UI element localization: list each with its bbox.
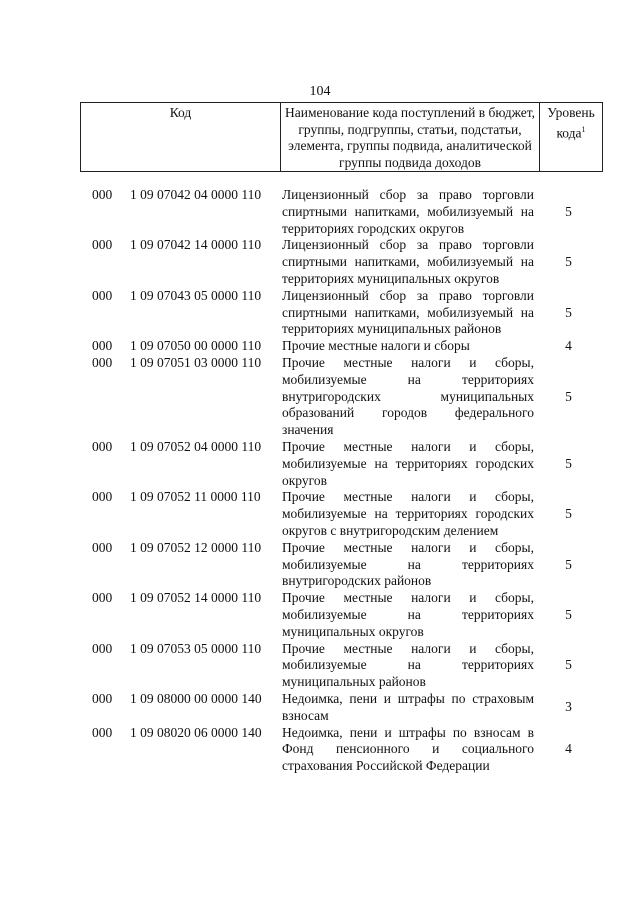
row-name: Недоимка, пени и штрафы по страховым взносам bbox=[282, 690, 534, 723]
row-admin-code: 000 bbox=[92, 590, 113, 606]
row-admin-code: 000 bbox=[92, 338, 113, 354]
row-level: 4 bbox=[565, 338, 572, 354]
table-row bbox=[80, 691, 603, 725]
header-name: Наименование кода поступлений в бюджет, группы, подгруппы, статьи, подстатьи, элемента, группы подвида, аналитической группы подвида доходов bbox=[281, 103, 540, 172]
row-code: 1 09 08020 06 0000 140 bbox=[130, 724, 262, 740]
table-row bbox=[80, 187, 603, 237]
table-row bbox=[80, 489, 603, 539]
row-level: 5 bbox=[565, 556, 572, 572]
page-number: 104 bbox=[309, 84, 331, 99]
row-name: Прочие местные налоги и сборы, мобилизуемые на территориях муниципальных округов bbox=[282, 590, 534, 639]
table-row bbox=[80, 641, 603, 691]
row-admin-code: 000 bbox=[92, 237, 113, 253]
header-code: Код bbox=[81, 103, 281, 172]
row-code: 1 09 07052 12 0000 110 bbox=[130, 539, 262, 555]
row-name: Прочие местные налоги и сборы, мобилизуемые на территориях внутригородских районов bbox=[282, 539, 534, 589]
table-row bbox=[80, 237, 603, 287]
row-admin-code: 000 bbox=[92, 187, 113, 202]
row-level: 5 bbox=[565, 606, 572, 622]
row-admin-code: 000 bbox=[92, 438, 113, 454]
table-row bbox=[80, 725, 603, 775]
row-admin-code: 000 bbox=[92, 640, 113, 656]
row-admin-code: 000 bbox=[92, 354, 113, 370]
row-admin-code: 000 bbox=[92, 690, 113, 706]
table-row bbox=[80, 355, 603, 439]
row-code: 1 09 07052 11 0000 110 bbox=[130, 489, 261, 505]
row-code: 1 09 07050 00 0000 110 bbox=[130, 338, 262, 354]
row-name: Лицензионный сбор за право торговли спиртными напитками, мобилизуемый на территориях муниципальных округов bbox=[282, 237, 534, 286]
row-name: Прочие местные налоги и сборы, мобилизуемые на территориях городских округов bbox=[282, 438, 534, 488]
row-level: 5 bbox=[565, 657, 572, 673]
row-code: 1 09 07042 04 0000 110 bbox=[130, 187, 262, 202]
row-admin-code: 000 bbox=[92, 287, 113, 303]
row-code: 1 09 07051 03 0000 110 bbox=[130, 354, 262, 370]
row-level: 3 bbox=[565, 699, 572, 715]
row-level: 5 bbox=[565, 304, 572, 320]
row-name: Недоимка, пени и штрафы по взносам в Фонд пенсионного и социального страхования Российской Федерации bbox=[282, 724, 534, 774]
row-code: 1 09 08000 00 0000 140 bbox=[130, 690, 262, 706]
row-code: 1 09 07052 14 0000 110 bbox=[130, 590, 262, 606]
row-name: Лицензионный сбор за право торговли спиртными напитками, мобилизуемый на территориях муниципальных районов bbox=[282, 287, 534, 337]
header-level-footnote: 1 bbox=[581, 124, 586, 134]
table-row bbox=[80, 288, 603, 338]
table-row bbox=[80, 540, 603, 590]
header-level-label: Уровень кода bbox=[547, 105, 595, 140]
row-name: Прочие местные налоги и сборы, мобилизуемые на территориях муниципальных районов bbox=[282, 640, 534, 690]
row-name: Прочие местные налоги и сборы, мобилизуемые на территориях городских округов с внутригородским делением bbox=[282, 489, 534, 538]
table-header bbox=[80, 102, 603, 172]
table-row bbox=[80, 439, 603, 489]
row-code: 1 09 07042 14 0000 110 bbox=[130, 237, 262, 253]
row-code: 1 09 07052 04 0000 110 bbox=[130, 438, 262, 454]
row-level: 5 bbox=[565, 254, 572, 270]
table-row bbox=[80, 338, 603, 355]
table-body bbox=[80, 187, 603, 775]
row-name: Прочие местные налоги и сборы bbox=[282, 338, 470, 354]
row-level: 5 bbox=[565, 388, 572, 404]
header-level bbox=[540, 103, 603, 172]
row-admin-code: 000 bbox=[92, 724, 113, 740]
row-code: 1 09 07043 05 0000 110 bbox=[130, 287, 262, 303]
row-level: 4 bbox=[565, 741, 572, 757]
row-name: Прочие местные налоги и сборы, мобилизуемые на территориях внутригородских муниципальных образований городов федерального значения bbox=[282, 354, 534, 438]
row-level: 5 bbox=[565, 455, 572, 471]
row-code: 1 09 07053 05 0000 110 bbox=[130, 640, 262, 656]
row-admin-code: 000 bbox=[92, 489, 113, 505]
table-row bbox=[80, 590, 603, 640]
row-admin-code: 000 bbox=[92, 539, 113, 555]
row-name: Лицензионный сбор за право торговли спиртными напитками, мобилизуемый на территориях городских округов bbox=[282, 187, 534, 236]
row-level: 5 bbox=[565, 203, 572, 219]
row-level: 5 bbox=[565, 506, 572, 522]
